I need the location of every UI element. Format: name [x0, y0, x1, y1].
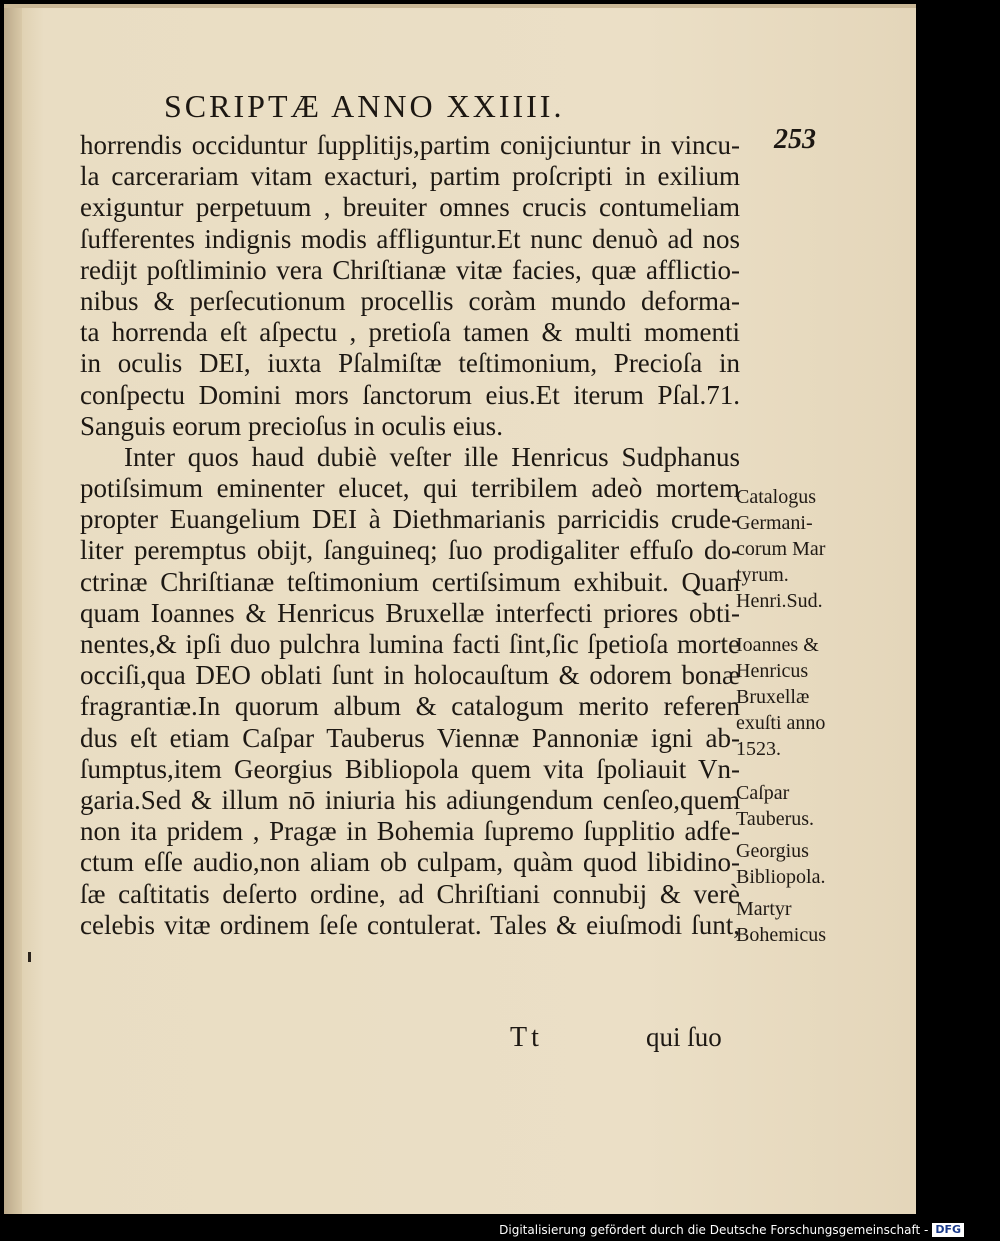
text-line: ſæ caſtitatis deſerto ordine, ad Chriſtiani connubij & verè [80, 878, 740, 909]
signature-mark: Tt [510, 1022, 543, 1053]
text-line: ta horrenda eſt aſpectu , pretioſa tamen & multi momenti [80, 317, 740, 348]
footer-text: Digitalisierung gefördert durch die Deutsche Forschungsgemeinschaft - [499, 1223, 929, 1237]
text-line: redijt poſtliminio vera Chriſtianæ vitæ facies, quæ afflictio- [80, 254, 740, 285]
margin-mark [28, 952, 31, 962]
text-line: nentes,& ipſi duo pulchra lumina facti ſint,ſic ſpetioſa morte [80, 629, 740, 659]
text-line: fragrantiæ.In quorum album & catalogum merito referen [80, 691, 740, 722]
text-line: garia.Sed & illum nō iniuria his adiungendum cenſeo,quem [80, 784, 740, 815]
marginal-line: 1523. [736, 738, 781, 760]
running-head: SCRIPTÆ ANNO XXIIII. [164, 88, 565, 124]
marginal-line: Caſpar [736, 782, 790, 804]
marginal-line: exuſti anno [736, 712, 826, 734]
marginal-line: Bibliopola. [736, 866, 826, 888]
text-line: in oculis DEI, iuxta Pſalmiſtæ teſtimonium, Precioſa in [80, 348, 740, 379]
marginal-note-catalogus [736, 484, 856, 614]
text-line: nibus & perſecutionum procellis coràm mundo deforma- [80, 285, 740, 316]
folio-number: 253 [774, 124, 816, 155]
marginal-notes [736, 484, 856, 966]
marginal-line: corum Mar [736, 538, 826, 560]
text-line: ctum eſſe audio,non aliam ob culpam, quàm quod libidino- [80, 847, 740, 878]
marginal-line: Henricus [736, 660, 809, 682]
text-line: conſpectu Domini mors ſanctorum eius.Et iterum Pſal.71. [80, 379, 740, 410]
marginal-note-georgius [736, 838, 856, 890]
marginal-note-ioannes [736, 632, 856, 762]
marginal-line: tyrum. [736, 564, 789, 586]
text-line: potiſsimum eminenter elucet, qui terribilem adeò mortem [80, 473, 740, 504]
text-line: la carcerariam vitam exacturi, partim proſcripti in exilium [80, 161, 740, 192]
marginal-line: Georgius [736, 840, 809, 862]
text-line: ſumptus,item Georgius Bibliopola quem vita ſpoliauit Vn- [80, 753, 740, 784]
page-top-edge [4, 4, 916, 8]
text-line: liter peremptus obijt, ſanguineq; ſuo prodigaliter effuſo do- [80, 535, 740, 566]
marginal-line: Bohemicus [736, 924, 826, 946]
marginal-line: Bruxellæ [736, 686, 810, 708]
text-line: ctrinæ Chriſtianæ teſtimonium certiſsimum exhibuit. Quan [80, 566, 740, 597]
marginal-note-martyr [736, 896, 856, 948]
marginal-line: Catalogus [736, 486, 816, 508]
text-line: Sanguis eorum precioſus in oculis eius. [80, 410, 503, 441]
text-line: dus eſt etiam Caſpar Tauberus Viennæ Pannoniæ igni ab- [80, 722, 740, 753]
text-line: Inter quos haud dubiè veſter ille Henricus Sudphanus [124, 441, 740, 472]
dfg-logo-icon: DFG [932, 1223, 964, 1237]
text-line: occiſi,qua DEO oblati ſunt in holocauſtum & odorem bonæ [80, 660, 740, 691]
marginal-line: Henri.Sud. [736, 590, 823, 612]
catchword: qui ſuo [646, 1022, 722, 1052]
digitization-footer [499, 1223, 964, 1237]
marginal-note-caspar [736, 780, 856, 832]
marginal-line: Tauberus. [736, 808, 815, 830]
marginal-line: Ioannes & [736, 634, 819, 656]
marginal-line: Martyr [736, 898, 792, 920]
book-page [4, 4, 916, 1214]
text-line: ſufferentes indignis modis affliguntur.Et nunc denuò ad nos [80, 223, 740, 254]
body-text [80, 130, 740, 941]
marginal-line: Germani- [736, 512, 813, 534]
text-line: propter Euangelium DEI à Diethmarianis parricidis crude- [80, 504, 740, 535]
text-line: exiguntur perpetuum , breuiter omnes crucis contumeliam [80, 192, 740, 223]
text-line: quam Ioannes & Henricus Bruxellæ interfecti priores obti- [80, 597, 740, 628]
text-line: non ita pridem , Pragæ in Bohemia ſupremo ſupplitio adfe- [80, 816, 740, 847]
text-line: horrendis occiduntur ſupplitijs,partim conijciuntur in vincu- [80, 130, 740, 160]
text-line: celebis vitæ ordinem ſeſe contulerat. Tales & eiuſmodi ſunt, [80, 909, 740, 940]
